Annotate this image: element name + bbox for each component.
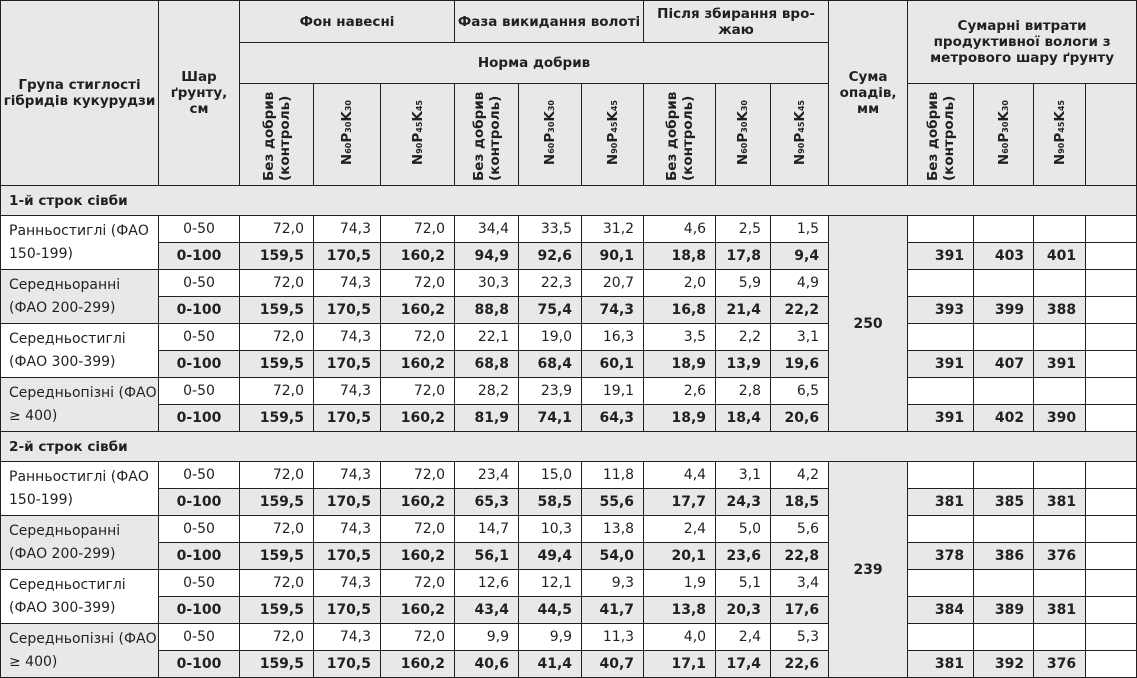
total-empty-cell — [908, 570, 974, 597]
value-cell: 72,0 — [381, 624, 455, 651]
total-empty-cell — [1086, 216, 1137, 243]
value-cell: 65,3 — [455, 489, 519, 516]
total-spare-cell — [1086, 651, 1137, 678]
total-empty-cell — [1086, 270, 1137, 297]
total-empty-cell — [1034, 378, 1086, 405]
phase-spring-header: Фон навесні — [240, 1, 455, 43]
total-spare-cell — [1086, 597, 1137, 624]
value-cell: 2,6 — [644, 378, 716, 405]
value-cell: 90,1 — [582, 243, 644, 270]
subheader-spare — [1086, 84, 1137, 186]
group-name: Середньопізні (ФАО ≥ 400) — [1, 378, 159, 432]
value-cell: 17,4 — [716, 651, 771, 678]
value-cell: 72,0 — [381, 270, 455, 297]
value-cell: 64,3 — [582, 405, 644, 432]
value-cell: 44,5 — [519, 597, 582, 624]
value-cell: 17,1 — [644, 651, 716, 678]
rain-cell: 250 — [829, 216, 908, 432]
subheader-total-control: Без добрив (контроль) — [908, 84, 974, 186]
depth-cell: 0-50 — [159, 216, 240, 243]
total-cell: 401 — [1034, 243, 1086, 270]
value-cell: 4,9 — [771, 270, 829, 297]
total-cell: 402 — [974, 405, 1034, 432]
rain-cell: 239 — [829, 462, 908, 678]
phase-harvest-header: Після збирання вро-жаю — [644, 1, 829, 43]
total-cell: 385 — [974, 489, 1034, 516]
value-cell: 74,3 — [314, 378, 381, 405]
value-cell: 10,3 — [519, 516, 582, 543]
value-cell: 170,5 — [314, 405, 381, 432]
value-cell: 18,8 — [644, 243, 716, 270]
value-cell: 159,5 — [240, 651, 314, 678]
value-cell: 74,3 — [314, 570, 381, 597]
total-cell: 390 — [1034, 405, 1086, 432]
total-empty-cell — [1034, 570, 1086, 597]
value-cell: 19,1 — [582, 378, 644, 405]
total-cell: 391 — [908, 351, 974, 378]
total-empty-cell — [1034, 324, 1086, 351]
value-cell: 2,2 — [716, 324, 771, 351]
value-cell: 159,5 — [240, 243, 314, 270]
value-cell: 74,3 — [314, 624, 381, 651]
value-cell: 17,8 — [716, 243, 771, 270]
total-empty-cell — [974, 270, 1034, 297]
subheader-n60-2: $N_{60}P_{30}K_{30}$ — [716, 84, 771, 186]
value-cell: 92,6 — [519, 243, 582, 270]
total-cell: 407 — [974, 351, 1034, 378]
value-cell: 5,1 — [716, 570, 771, 597]
depth-cell: 0-100 — [159, 651, 240, 678]
group-name: Середньостиглі (ФАО 300-399) — [1, 324, 159, 378]
value-cell: 58,5 — [519, 489, 582, 516]
total-empty-cell — [1034, 270, 1086, 297]
subheader-total-n90: $N_{90}P_{45}K_{45}$ — [1034, 84, 1086, 186]
depth-cell: 0-50 — [159, 324, 240, 351]
value-cell: 28,2 — [455, 378, 519, 405]
value-cell: 94,9 — [455, 243, 519, 270]
depth-cell: 0-50 — [159, 378, 240, 405]
norm-header: Норма добрив — [240, 43, 829, 84]
value-cell: 72,0 — [240, 462, 314, 489]
depth-cell: 0-100 — [159, 405, 240, 432]
value-cell: 74,3 — [314, 516, 381, 543]
subheader-n90-0: $N_{90}P_{45}K_{45}$ — [381, 84, 455, 186]
value-cell: 23,9 — [519, 378, 582, 405]
total-empty-cell — [1034, 624, 1086, 651]
value-cell: 15,0 — [519, 462, 582, 489]
value-cell: 3,5 — [644, 324, 716, 351]
depth-cell: 0-100 — [159, 351, 240, 378]
value-cell: 9,9 — [455, 624, 519, 651]
total-spare-cell — [1086, 243, 1137, 270]
total-cell: 391 — [908, 243, 974, 270]
value-cell: 4,4 — [644, 462, 716, 489]
value-cell: 72,0 — [240, 624, 314, 651]
total-spare-cell — [1086, 351, 1137, 378]
value-cell: 41,7 — [582, 597, 644, 624]
value-cell: 6,5 — [771, 378, 829, 405]
value-cell: 31,2 — [582, 216, 644, 243]
total-cell: 399 — [974, 297, 1034, 324]
value-cell: 3,1 — [771, 324, 829, 351]
value-cell: 19,0 — [519, 324, 582, 351]
value-cell: 22,1 — [455, 324, 519, 351]
value-cell: 3,4 — [771, 570, 829, 597]
group-name: Середньостиглі (ФАО 300-399) — [1, 570, 159, 624]
total-empty-cell — [908, 378, 974, 405]
phase-tassel-header: Фаза викидання волоті — [455, 1, 644, 43]
value-cell: 22,3 — [519, 270, 582, 297]
depth-cell: 0-100 — [159, 243, 240, 270]
value-cell: 160,2 — [381, 651, 455, 678]
value-cell: 40,6 — [455, 651, 519, 678]
section-title: 1-й строк сівби — [1, 186, 1137, 216]
value-cell: 14,7 — [455, 516, 519, 543]
value-cell: 12,1 — [519, 570, 582, 597]
value-cell: 20,7 — [582, 270, 644, 297]
total-empty-cell — [908, 216, 974, 243]
value-cell: 56,1 — [455, 543, 519, 570]
value-cell: 20,1 — [644, 543, 716, 570]
total-empty-cell — [908, 324, 974, 351]
total-cell: 381 — [908, 651, 974, 678]
value-cell: 72,0 — [240, 324, 314, 351]
section-title: 2-й строк сівби — [1, 432, 1137, 462]
total-empty-cell — [974, 624, 1034, 651]
value-cell: 13,8 — [582, 516, 644, 543]
total-empty-cell — [908, 462, 974, 489]
value-cell: 4,2 — [771, 462, 829, 489]
value-cell: 2,0 — [644, 270, 716, 297]
value-cell: 1,5 — [771, 216, 829, 243]
total-empty-cell — [974, 516, 1034, 543]
value-cell: 159,5 — [240, 297, 314, 324]
value-cell: 160,2 — [381, 405, 455, 432]
value-cell: 16,3 — [582, 324, 644, 351]
group-name: Середньопізні (ФАО ≥ 400) — [1, 624, 159, 678]
value-cell: 54,0 — [582, 543, 644, 570]
value-cell: 160,2 — [381, 297, 455, 324]
value-cell: 68,8 — [455, 351, 519, 378]
value-cell: 170,5 — [314, 489, 381, 516]
total-cell: 393 — [908, 297, 974, 324]
value-cell: 22,6 — [771, 651, 829, 678]
subheader-total-n60: $N_{60}P_{30}K_{30}$ — [974, 84, 1034, 186]
depth-cell: 0-100 — [159, 543, 240, 570]
value-cell: 43,4 — [455, 597, 519, 624]
value-cell: 160,2 — [381, 489, 455, 516]
value-cell: 41,4 — [519, 651, 582, 678]
total-cell: 381 — [1034, 489, 1086, 516]
total-cell: 384 — [908, 597, 974, 624]
total-empty-cell — [1086, 324, 1137, 351]
total-empty-cell — [1086, 624, 1137, 651]
value-cell: 34,4 — [455, 216, 519, 243]
total-empty-cell — [974, 216, 1034, 243]
subheader-n90-1: $N_{90}P_{45}K_{45}$ — [582, 84, 644, 186]
value-cell: 72,0 — [381, 516, 455, 543]
value-cell: 5,9 — [716, 270, 771, 297]
value-cell: 2,4 — [716, 624, 771, 651]
total-spare-cell — [1086, 405, 1137, 432]
value-cell: 160,2 — [381, 351, 455, 378]
total-spare-cell — [1086, 543, 1137, 570]
value-cell: 20,6 — [771, 405, 829, 432]
total-empty-cell — [908, 624, 974, 651]
value-cell: 75,4 — [519, 297, 582, 324]
value-cell: 72,0 — [381, 378, 455, 405]
value-cell: 23,6 — [716, 543, 771, 570]
depth-cell: 0-100 — [159, 297, 240, 324]
value-cell: 170,5 — [314, 597, 381, 624]
value-cell: 170,5 — [314, 543, 381, 570]
value-cell: 21,4 — [716, 297, 771, 324]
total-cell: 381 — [1034, 597, 1086, 624]
total-empty-cell — [1034, 516, 1086, 543]
total-cell: 389 — [974, 597, 1034, 624]
value-cell: 17,6 — [771, 597, 829, 624]
total-empty-cell — [1034, 216, 1086, 243]
depth-cell: 0-100 — [159, 597, 240, 624]
value-cell: 160,2 — [381, 243, 455, 270]
value-cell: 4,6 — [644, 216, 716, 243]
value-cell: 170,5 — [314, 651, 381, 678]
value-cell: 170,5 — [314, 351, 381, 378]
value-cell: 72,0 — [240, 378, 314, 405]
subheader-control-2: Без добрив (контроль) — [644, 84, 716, 186]
subheader-n90-2: $N_{90}P_{45}K_{45}$ — [771, 84, 829, 186]
total-empty-cell — [1086, 516, 1137, 543]
value-cell: 5,3 — [771, 624, 829, 651]
value-cell: 22,8 — [771, 543, 829, 570]
group-name: Ранньостиглі (ФАО 150-199) — [1, 216, 159, 270]
total-cell: 386 — [974, 543, 1034, 570]
group-name: Ранньостиглі (ФАО 150-199) — [1, 462, 159, 516]
value-cell: 159,5 — [240, 597, 314, 624]
depth-cell: 0-100 — [159, 489, 240, 516]
value-cell: 18,5 — [771, 489, 829, 516]
value-cell: 24,3 — [716, 489, 771, 516]
value-cell: 170,5 — [314, 297, 381, 324]
value-cell: 9,4 — [771, 243, 829, 270]
total-cell: 381 — [908, 489, 974, 516]
total-cell: 376 — [1034, 651, 1086, 678]
value-cell: 74,3 — [314, 216, 381, 243]
value-cell: 5,6 — [771, 516, 829, 543]
value-cell: 33,5 — [519, 216, 582, 243]
value-cell: 1,9 — [644, 570, 716, 597]
subheader-n60-1: $N_{60}P_{30}K_{30}$ — [519, 84, 582, 186]
value-cell: 68,4 — [519, 351, 582, 378]
value-cell: 170,5 — [314, 243, 381, 270]
value-cell: 60,1 — [582, 351, 644, 378]
value-cell: 88,8 — [455, 297, 519, 324]
value-cell: 17,7 — [644, 489, 716, 516]
value-cell: 11,8 — [582, 462, 644, 489]
subheader-control-1: Без добрив (контроль) — [455, 84, 519, 186]
total-empty-cell — [1086, 462, 1137, 489]
value-cell: 5,0 — [716, 516, 771, 543]
value-cell: 9,9 — [519, 624, 582, 651]
value-cell: 11,3 — [582, 624, 644, 651]
value-cell: 40,7 — [582, 651, 644, 678]
total-empty-cell — [908, 270, 974, 297]
value-cell: 72,0 — [381, 216, 455, 243]
value-cell: 81,9 — [455, 405, 519, 432]
depth-cell: 0-50 — [159, 624, 240, 651]
total-empty-cell — [974, 378, 1034, 405]
value-cell: 159,5 — [240, 405, 314, 432]
total-empty-cell — [974, 462, 1034, 489]
depth-cell: 0-50 — [159, 570, 240, 597]
value-cell: 74,3 — [314, 324, 381, 351]
value-cell: 72,0 — [240, 216, 314, 243]
value-cell: 72,0 — [240, 570, 314, 597]
subheader-control-0: Без добрив (контроль) — [240, 84, 314, 186]
total-cell: 378 — [908, 543, 974, 570]
value-cell: 74,1 — [519, 405, 582, 432]
value-cell: 13,9 — [716, 351, 771, 378]
depth-cell: 0-50 — [159, 516, 240, 543]
value-cell: 18,9 — [644, 405, 716, 432]
value-cell: 2,4 — [644, 516, 716, 543]
total-cell: 376 — [1034, 543, 1086, 570]
value-cell: 12,6 — [455, 570, 519, 597]
rain-header: Сума опадів, мм — [829, 1, 908, 186]
value-cell: 20,3 — [716, 597, 771, 624]
depth-cell: 0-50 — [159, 462, 240, 489]
value-cell: 4,0 — [644, 624, 716, 651]
value-cell: 23,4 — [455, 462, 519, 489]
total-empty-cell — [974, 324, 1034, 351]
value-cell: 9,3 — [582, 570, 644, 597]
value-cell: 159,5 — [240, 351, 314, 378]
total-cell: 388 — [1034, 297, 1086, 324]
total-header: Сумарні витрати продуктивної вологи з метрового шару ґрунту — [908, 1, 1137, 84]
value-cell: 159,5 — [240, 489, 314, 516]
value-cell: 30,3 — [455, 270, 519, 297]
group-name: Середньоранні (ФАО 200-299) — [1, 270, 159, 324]
total-empty-cell — [1086, 378, 1137, 405]
depth-header: Шар ґрунту, см — [159, 1, 240, 186]
total-cell: 391 — [908, 405, 974, 432]
value-cell: 160,2 — [381, 543, 455, 570]
value-cell: 3,1 — [716, 462, 771, 489]
value-cell: 18,9 — [644, 351, 716, 378]
value-cell: 72,0 — [381, 324, 455, 351]
total-spare-cell — [1086, 489, 1137, 516]
value-cell: 19,6 — [771, 351, 829, 378]
group-header: Група стиглості гібридів кукурудзи — [1, 1, 159, 186]
subheader-n60-0: $N_{60}P_{30}K_{30}$ — [314, 84, 381, 186]
total-empty-cell — [974, 570, 1034, 597]
total-cell: 392 — [974, 651, 1034, 678]
total-cell: 403 — [974, 243, 1034, 270]
value-cell: 74,3 — [314, 270, 381, 297]
group-name: Середньоранні (ФАО 200-299) — [1, 516, 159, 570]
total-empty-cell — [1034, 462, 1086, 489]
value-cell: 74,3 — [314, 462, 381, 489]
total-empty-cell — [908, 516, 974, 543]
value-cell: 72,0 — [240, 270, 314, 297]
value-cell: 13,8 — [644, 597, 716, 624]
value-cell: 16,8 — [644, 297, 716, 324]
value-cell: 159,5 — [240, 543, 314, 570]
total-spare-cell — [1086, 297, 1137, 324]
value-cell: 22,2 — [771, 297, 829, 324]
value-cell: 18,4 — [716, 405, 771, 432]
value-cell: 72,0 — [240, 516, 314, 543]
value-cell: 2,8 — [716, 378, 771, 405]
total-empty-cell — [1086, 570, 1137, 597]
value-cell: 2,5 — [716, 216, 771, 243]
depth-cell: 0-50 — [159, 270, 240, 297]
value-cell: 49,4 — [519, 543, 582, 570]
value-cell: 55,6 — [582, 489, 644, 516]
value-cell: 72,0 — [381, 462, 455, 489]
value-cell: 74,3 — [582, 297, 644, 324]
value-cell: 72,0 — [381, 570, 455, 597]
total-cell: 391 — [1034, 351, 1086, 378]
value-cell: 160,2 — [381, 597, 455, 624]
